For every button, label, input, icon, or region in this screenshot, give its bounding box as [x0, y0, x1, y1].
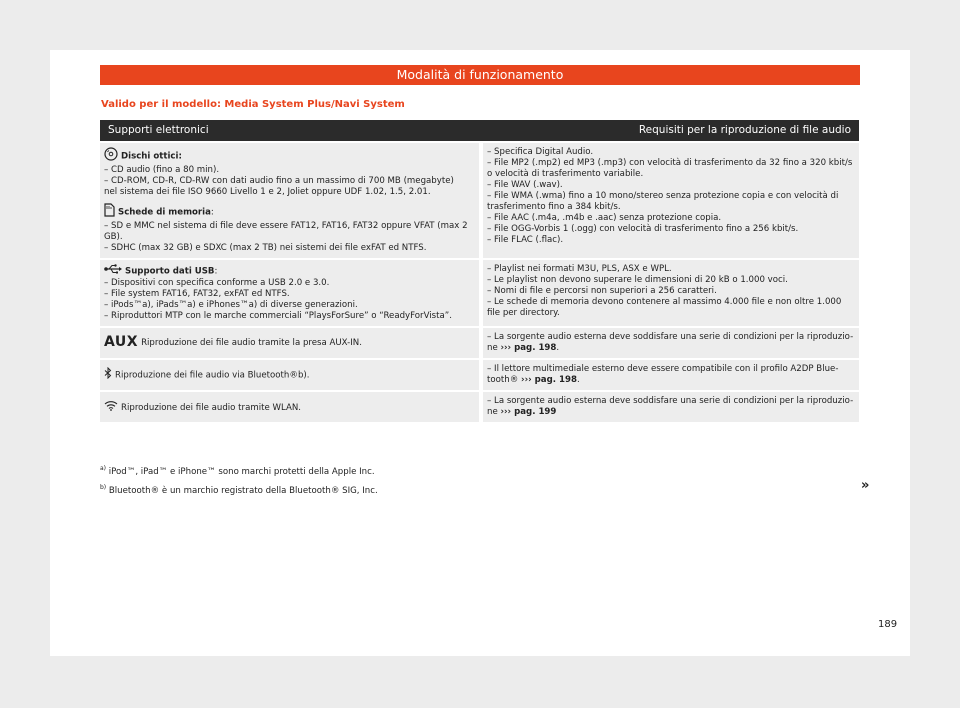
list-item: – SDHC (max 32 GB) e SDXC (max 2 TB) nei sistemi dei file exFAT ed NTFS.: [104, 243, 427, 253]
list-item: – File system FAT16, FAT32, exFAT ed NTFS.: [104, 289, 290, 299]
list-item-cont: ne: [487, 407, 498, 417]
list-item: – Dispositivi con specifica conforme a USB 2.0 e 3.0.: [104, 278, 330, 288]
list-item: – Le schede di memoria devono contenere al massimo 4.000 file e non oltre 1.000: [487, 297, 842, 307]
table-row: [100, 143, 859, 258]
usb-block: Supporto dati USB: – Dispositivi con specifica conforme a USB 2.0 e 3.0. – File system FAT16, FAT32, exFAT ed NTFS. – iPods™a), iPads™a) e iPhones™a) di diverse generazioni. – Riproduttori MTP con le marche commerciali “PlaysForSure” o “ReadyForVista”.: [104, 264, 474, 322]
requirements-cell: [483, 260, 859, 326]
media-requirements-table: [100, 118, 859, 424]
page-number: 189: [878, 619, 898, 630]
list-item: – Nomi di file e percorsi non superiori a 256 caratteri.: [487, 286, 717, 296]
list-item: – File AAC (.m4a, .m4b e .aac) senza protezione copia.: [487, 213, 722, 223]
optical-discs-block: [104, 147, 474, 198]
page-reference-link[interactable]: ››› pag. 199: [500, 407, 557, 417]
list-item: file per directory.: [487, 308, 560, 318]
requirements-cell: [483, 143, 859, 258]
table-row: [100, 360, 859, 390]
footnote-marker: b): [100, 483, 107, 491]
list-item: trasferimento fino a 384 kbit/s.: [487, 202, 621, 212]
requirements-cell: [483, 328, 859, 358]
list-item-cont: tooth®: [487, 375, 519, 385]
list-item: – La sorgente audio esterna deve soddisfare una serie di condizioni per la riproduzio-: [487, 332, 854, 342]
footnote-b: [100, 484, 378, 496]
list-item: – Riproduttori MTP con le marche commerciali “PlaysForSure” o “ReadyForVista”.: [104, 311, 452, 321]
list-item: – CD-ROM, CD-R, CD-RW con dati audio fino a un massimo di 700 MB (megabyte): [104, 176, 454, 186]
requirements-cell: [483, 392, 859, 422]
list-item: – La sorgente audio esterna deve soddisfare una serie di condizioni per la riproduzio-: [487, 396, 854, 406]
column-header-requirements: Requisiti per la riproduzione di file audio: [483, 120, 859, 141]
media-cell: [100, 143, 483, 258]
punctuation: .: [576, 375, 580, 385]
table-row: [100, 392, 859, 422]
disc-icon: [104, 147, 118, 165]
memory-cards-block: Schede di memoria: – SD e MMC nel sistema di file deve essere FAT12, FAT16, FAT32 oppure VFAT (max 2 GB). – SDHC (max 32 GB) e SDXC (max 2 TB) nei sistemi dei file exFAT ed NTFS.: [104, 203, 474, 254]
footnotes: [100, 465, 378, 503]
memory-cards-title: Schede di memoria: [118, 207, 211, 218]
table-row: [100, 328, 859, 358]
wlan-description: Riproduzione dei file audio tramite WLAN.: [121, 402, 302, 413]
page-reference-link[interactable]: ››› pag. 198: [500, 343, 557, 353]
column-header-media: Supporti elettronici: [100, 120, 483, 141]
footnote-text: Bluetooth® è un marchio registrato della Bluetooth® SIG, Inc.: [108, 485, 378, 496]
aux-icon: AUX: [104, 334, 139, 350]
usb-title: Supporto dati USB: [125, 266, 215, 277]
list-item: GB).: [104, 232, 123, 242]
sd-card-icon: [104, 203, 115, 221]
list-item: – File OGG-Vorbis 1 (.ogg) con velocità di trasferimento fino a 256 kbit/s.: [487, 224, 799, 234]
list-item: – File WAV (.wav).: [487, 180, 563, 190]
list-item: – Playlist nei formati M3U, PLS, ASX e WPL.: [487, 264, 672, 274]
list-item: – Le playlist non devono superare le dimensioni di 20 kB o 1.000 voci.: [487, 275, 788, 285]
footnote-marker: a): [100, 465, 107, 472]
page-reference-link[interactable]: ››› pag. 198: [521, 375, 577, 385]
list-item: o velocità di trasferimento variabile.: [487, 169, 644, 179]
continue-marker: »: [861, 478, 870, 493]
section-banner: Modalità di funzionamento: [100, 65, 860, 85]
media-cell: [100, 328, 483, 358]
list-item-cont: ne: [487, 343, 498, 353]
punctuation: .: [556, 343, 560, 353]
list-item: – File FLAC (.flac).: [487, 235, 564, 245]
model-validity-note: Valido per il modello: Media System Plus/Navi System: [101, 99, 405, 110]
list-item: – File WMA (.wma) fino a 10 mono/stereo senza protezione copia e con velocità di: [487, 191, 839, 201]
list-item: nel sistema dei file ISO 9660 Livello 1 e 2, Joliet oppure UDF 1.02, 1.5, 2.01.: [104, 187, 431, 197]
list-item: – File MP2 (.mp2) ed MP3 (.mp3) con velocità di trasferimento da 32 fino a 320 kbit/s: [487, 158, 853, 168]
media-cell: [100, 392, 483, 422]
list-item: – iPods™a), iPads™a) e iPhones™a) di diverse generazioni.: [104, 300, 358, 310]
bluetooth-description: Riproduzione dei file audio via Bluetooth®b).: [115, 370, 310, 381]
list-item: – Specifica Digital Audio.: [487, 147, 594, 157]
wifi-icon: [104, 400, 118, 415]
bluetooth-icon: [104, 367, 112, 383]
list-item: – Il lettore multimediale esterno deve essere compatibile con il profilo A2DP Blue-: [487, 364, 839, 374]
list-item: – SD e MMC nel sistema di file deve essere FAT12, FAT16, FAT32 oppure VFAT (max 2: [104, 221, 468, 231]
usb-icon: [104, 264, 122, 278]
footnote-a: [100, 465, 378, 477]
optical-discs-title: Dischi ottici:: [121, 151, 182, 162]
list-item: – CD audio (fino a 80 min).: [104, 165, 220, 175]
media-cell: [100, 260, 483, 326]
requirements-cell: [483, 360, 859, 390]
media-cell: [100, 360, 483, 390]
footnote-text: iPod™, iPad™ e iPhone™ sono marchi protetti della Apple Inc.: [108, 466, 375, 477]
aux-description: Riproduzione dei file audio tramite la presa AUX-IN.: [141, 338, 362, 348]
table-header-row: [100, 120, 859, 141]
table-row: [100, 260, 859, 326]
